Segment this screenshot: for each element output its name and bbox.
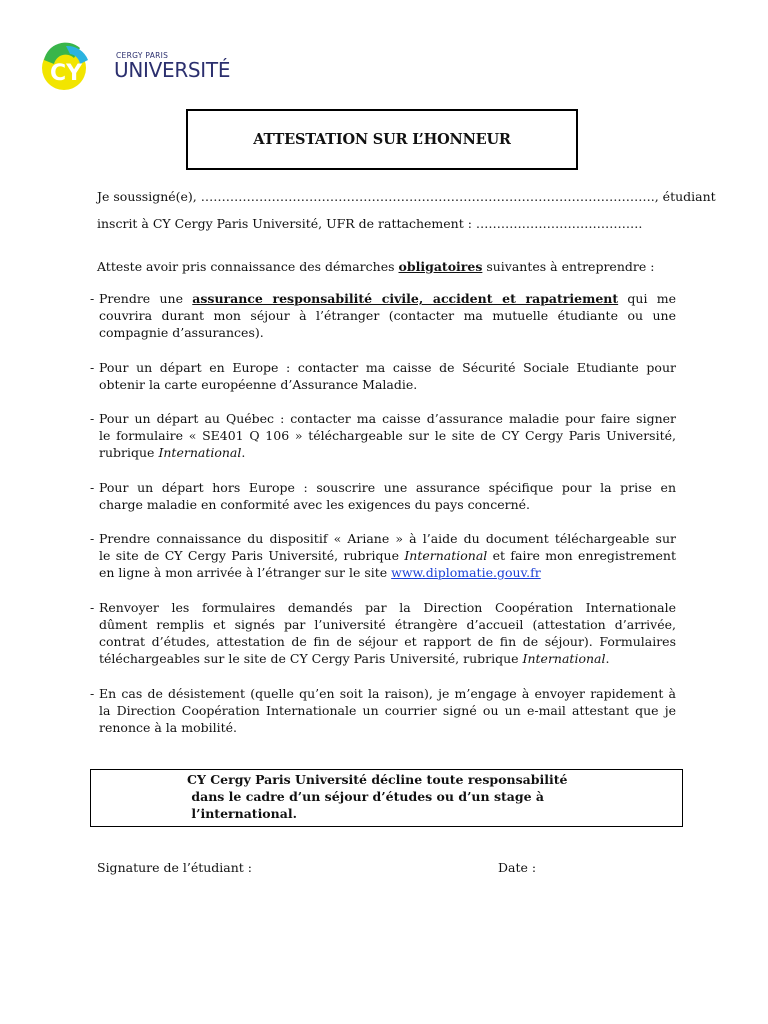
item5-line3-pre: en ligne à mon arrivée à l’étranger sur le site xyxy=(99,565,392,580)
list-item-outside-europe xyxy=(90,479,676,513)
item2-line2: obtenir la carte européenne d’Assurance Maladie. xyxy=(99,377,418,392)
item6-line4 xyxy=(99,650,676,667)
item-dash: - xyxy=(90,291,95,306)
item5-italic: International xyxy=(404,548,488,563)
cy-logo-mark xyxy=(36,40,114,92)
item3-line3 xyxy=(99,444,676,461)
item1-bold: assurance responsabilité civile, accident et rapatriement xyxy=(192,291,619,306)
intro-line-1: Je soussigné(e), ………………………………………………………………………………………………., étudiant xyxy=(97,189,716,204)
item-dash: - xyxy=(90,480,95,495)
attest-text-post: suivantes à entreprendre : xyxy=(482,259,655,274)
list-item-ariane xyxy=(90,530,676,581)
list-item-forms xyxy=(90,599,676,667)
item4-line1: Pour un départ hors Europe : souscrire une assurance spécifique pour la prise en xyxy=(99,480,676,495)
item6-line4-post: . xyxy=(605,651,610,666)
date-label: Date : xyxy=(498,860,537,875)
item7-line2: la Direction Coopération Internationale un courrier signé ou un e-mail attestant que je xyxy=(99,703,676,718)
item5-line3 xyxy=(99,564,676,581)
item5-line1: Prendre connaissance du dispositif « Ariane » à l’aide du document téléchargeable sur xyxy=(99,531,676,546)
item1-line1-post: qui me xyxy=(618,291,676,306)
item6-line4-pre: téléchargeables sur le site de CY Cergy Paris Université, rubrique xyxy=(99,651,523,666)
item-dash: - xyxy=(90,360,95,375)
item4-line2: charge maladie en conformité avec les exigences du pays concerné. xyxy=(99,497,530,512)
item-dash: - xyxy=(90,686,95,701)
logo-top-text: CERGY PARIS xyxy=(116,51,169,60)
signature-label: Signature de l’étudiant : xyxy=(97,860,253,875)
item1-line3: compagnie d’assurances). xyxy=(99,325,264,340)
item6-line1: Renvoyer les formulaires demandés par la Direction Coopération Internationale xyxy=(99,600,676,615)
attest-text-pre: Atteste avoir pris connaissance des démarches xyxy=(97,259,399,274)
item3-line1: Pour un départ au Québec : contacter ma caisse d’assurance maladie pour faire signer xyxy=(99,411,676,426)
item3-italic: International xyxy=(158,445,242,460)
attest-line xyxy=(97,258,654,275)
diplomatie-link[interactable]: www.diplomatie.gouv.fr xyxy=(391,565,541,580)
page-title: ATTESTATION SUR L’HONNEUR xyxy=(253,131,511,148)
item6-line2: dûment remplis et signés par l’université étrangère d’accueil (attestation d’arrivée, xyxy=(99,617,676,632)
item3-line3-post: . xyxy=(241,445,246,460)
disclaimer-box xyxy=(90,769,683,827)
intro-line-2: inscrit à CY Cergy Paris Université, UFR de rattachement : …………………………………. xyxy=(97,216,643,231)
item7-line3: renonce à la mobilité. xyxy=(99,720,237,735)
disclaimer-line-2: dans le cadre d’un séjour d’études ou d’un stage à xyxy=(187,789,545,804)
item6-line3: contrat d’études, attestation de fin de séjour et rapport de fin de séjour). Formulaires xyxy=(99,634,676,649)
list-item-quebec xyxy=(90,410,676,461)
disclaimer-line-3: l’international. xyxy=(187,806,297,821)
disclaimer-line-1: CY Cergy Paris Université décline toute responsabilité xyxy=(187,772,568,787)
item7-line1: En cas de désistement (quelle qu’en soit la raison), je m’engage à envoyer rapidement à xyxy=(99,686,676,701)
logo-mark-text: CY xyxy=(50,61,83,86)
item3-line2: le formulaire « SE401 Q 106 » téléchargeable sur le site de CY Cergy Paris Université, xyxy=(99,428,676,443)
item1-line2: couvrira durant mon séjour à l’étranger (contacter ma mutuelle étudiante ou une xyxy=(99,308,676,323)
title-box xyxy=(186,109,578,170)
item2-line1: Pour un départ en Europe : contacter ma caisse de Sécurité Sociale Etudiante pour xyxy=(99,360,676,375)
item5-line2-post: et faire mon enregistrement xyxy=(487,548,676,563)
item5-line2 xyxy=(99,547,676,564)
list-item-europe xyxy=(90,359,676,393)
list-item-insurance xyxy=(90,290,676,341)
attest-bold: obligatoires xyxy=(398,259,483,274)
cy-logo xyxy=(36,40,231,92)
item1-line1 xyxy=(99,290,676,307)
list-item-withdrawal xyxy=(90,685,676,736)
item1-line1-pre: Prendre une xyxy=(99,291,193,306)
item5-line2-pre: le site de CY Cergy Paris Université, rubrique xyxy=(99,548,405,563)
item-dash: - xyxy=(90,411,95,426)
item-dash: - xyxy=(90,531,95,546)
item-dash: - xyxy=(90,600,95,615)
logo-name: UNIVERSITÉ xyxy=(114,58,231,82)
item3-line3-pre: rubrique xyxy=(99,445,159,460)
item6-italic: International xyxy=(522,651,606,666)
